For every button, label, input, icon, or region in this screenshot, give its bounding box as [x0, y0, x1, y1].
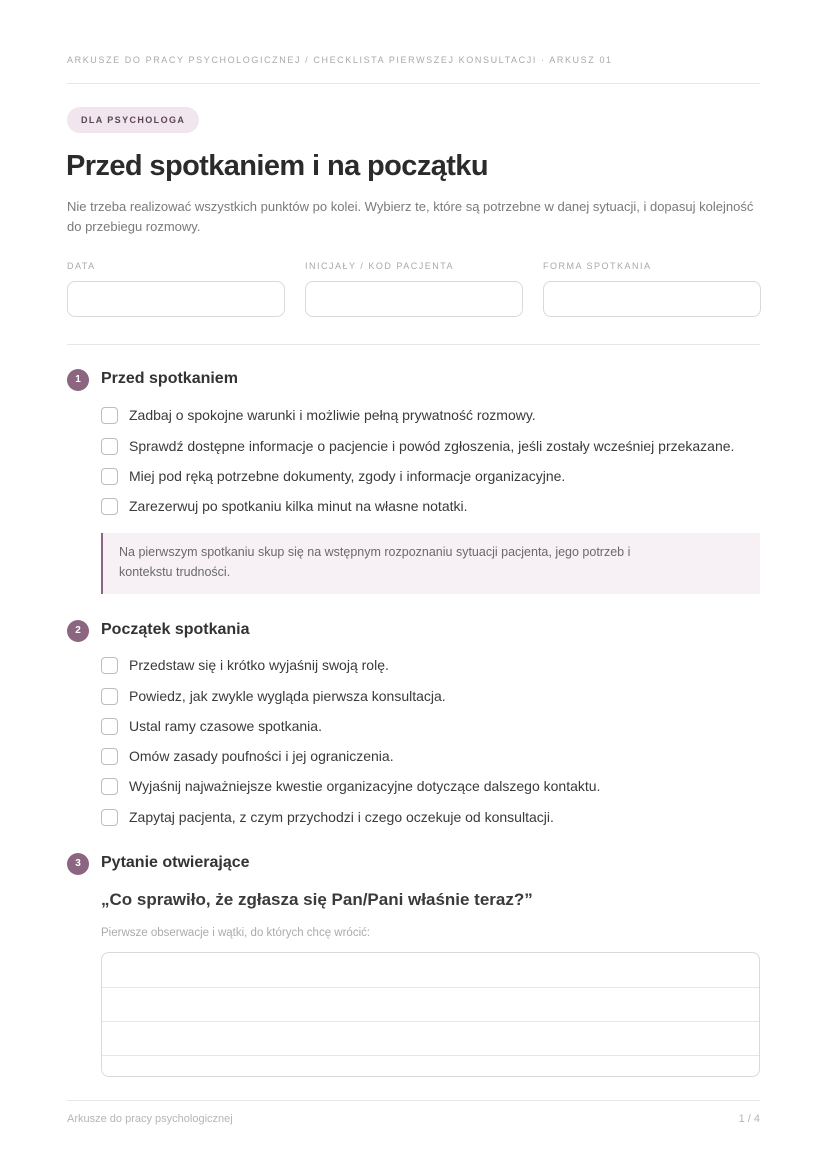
checkbox[interactable] — [101, 407, 118, 424]
checklist-item — [101, 655, 761, 675]
checkbox[interactable] — [101, 778, 118, 795]
section-title: Przed spotkaniem — [101, 370, 238, 387]
patient-code-label: INICJAŁY / KOD PACJENTA — [305, 261, 455, 271]
checkbox[interactable] — [101, 498, 118, 515]
checklist-item-label: Zapytaj pacjenta, z czym przychodzi i czego oczekuje od konsultacji. — [129, 809, 554, 825]
checklist-item-label: Miej pod ręką potrzebne dokumenty, zgody i informacje organizacyjne. — [129, 468, 566, 484]
notes-label: Pierwsze obserwacje i wątki, do których chcę wrócić: — [101, 927, 371, 939]
checkbox[interactable] — [101, 718, 118, 735]
intro-text: Nie trzeba realizować wszystkich punktów po kolei. Wybierz te, które są potrzebne w danej sytuacji, i dopasuj kolejność do przebiegu rozmowy. — [67, 199, 754, 234]
header-divider — [67, 83, 760, 84]
checklist-item — [101, 466, 761, 486]
meeting-form-label: FORMA SPOTKANIA — [543, 261, 652, 271]
checklist-item-label: Przedstaw się i krótko wyjaśnij swoją rolę. — [129, 657, 389, 673]
checklist-item — [101, 436, 761, 456]
writing-line — [102, 987, 759, 988]
audience-badge: DLA PSYCHOLOGA — [67, 107, 199, 133]
date-field[interactable] — [67, 281, 285, 317]
opening-question: „Co sprawiło, że zgłasza się Pan/Pani właśnie teraz?” — [101, 890, 533, 909]
tip-note — [101, 533, 760, 594]
page-number: 1 / 4 — [738, 1113, 760, 1125]
tip-note-line: Na pierwszym spotkaniu skup się na wstępnym rozpoznaniu sytuacji pacjenta, jego potrzeb i — [119, 545, 631, 559]
checklist-item-label: Ustal ramy czasowe spotkania. — [129, 718, 322, 734]
checklist-item-label: Powiedz, jak zwykle wygląda pierwsza konsultacja. — [129, 688, 446, 704]
section-title: Pytanie otwierające — [101, 854, 250, 871]
notes-textarea[interactable] — [101, 952, 760, 1077]
section-number-badge: 1 — [67, 369, 89, 391]
page-title: Przed spotkaniem i na początku — [66, 150, 488, 182]
checklist-item — [101, 716, 761, 736]
section-number-badge: 2 — [67, 620, 89, 642]
checklist-item — [101, 686, 761, 706]
checkbox[interactable] — [101, 657, 118, 674]
checklist-item-label: Omów zasady poufności i jej ograniczenia. — [129, 748, 394, 764]
writing-line — [102, 1055, 759, 1056]
writing-line — [102, 1021, 759, 1022]
checklist-item — [101, 405, 761, 425]
checklist-item-label: Sprawdź dostępne informacje o pacjencie i powód zgłoszenia, jeśli zostały wcześniej przekazane. — [129, 438, 735, 454]
checklist-item — [101, 496, 761, 516]
footer-divider — [67, 1100, 760, 1101]
fields-divider — [67, 344, 760, 345]
date-label: DATA — [67, 261, 96, 271]
footer-title: Arkusze do pracy psychologicznej — [67, 1113, 233, 1125]
checkbox[interactable] — [101, 468, 118, 485]
checkbox[interactable] — [101, 438, 118, 455]
checklist-item — [101, 746, 761, 766]
checkbox[interactable] — [101, 809, 118, 826]
breadcrumb: ARKUSZE DO PRACY PSYCHOLOGICZNEJ / CHECKLISTA PIERWSZEJ KONSULTACJI · ARKUSZ 01 — [67, 55, 613, 65]
checkbox[interactable] — [101, 748, 118, 765]
checkbox[interactable] — [101, 688, 118, 705]
patient-code-field[interactable] — [305, 281, 523, 317]
tip-note-line: kontekstu trudności. — [119, 564, 231, 579]
section-title: Początek spotkania — [101, 621, 250, 638]
meeting-form-field[interactable] — [543, 281, 761, 317]
checklist-item-label: Zadbaj o spokojne warunki i możliwie pełną prywatność rozmowy. — [129, 407, 536, 423]
checklist-item — [101, 807, 761, 827]
checklist-item-label: Zarezerwuj po spotkaniu kilka minut na własne notatki. — [129, 498, 468, 514]
checklist-item — [101, 776, 761, 796]
checklist-item-label: Wyjaśnij najważniejsze kwestie organizacyjne dotyczące dalszego kontaktu. — [129, 778, 601, 794]
section-number-badge: 3 — [67, 853, 89, 875]
